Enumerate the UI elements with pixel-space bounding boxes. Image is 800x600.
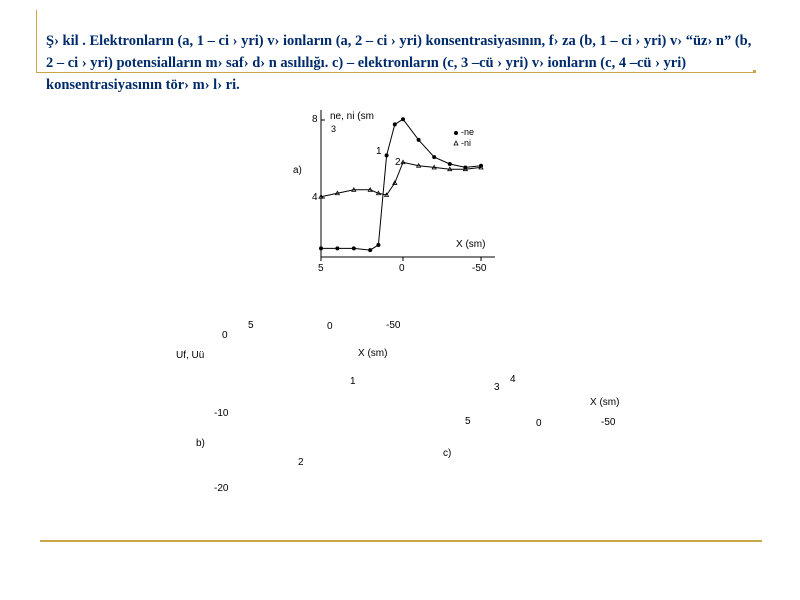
- figure-b-ytick-label-10: -10: [214, 408, 229, 419]
- figure-b-xtick-label-0: 0: [327, 321, 333, 332]
- legend-ne-label: -ne: [461, 127, 475, 137]
- figure-b-xtick-label-5: 5: [248, 320, 254, 331]
- legend-ni-marker: [454, 141, 458, 145]
- figure-b-curve1-label: 1: [350, 376, 356, 387]
- figure-a-series-line-1: [321, 119, 481, 250]
- figure-a-xlabel: X (sm): [456, 239, 486, 250]
- figure-c-panel-label: c): [443, 448, 452, 459]
- figure-c-xtick-label-0: 0: [536, 418, 542, 429]
- figure-c-xtick-label-5: 5: [465, 416, 471, 427]
- figure-a-xtick-label-5: 5: [318, 263, 324, 274]
- figure-a-point-s1-9: [432, 155, 436, 159]
- figure-a-point-s1-8: [417, 138, 421, 142]
- figure-b-ylabel: Uf, Uü: [176, 350, 205, 361]
- figure-a-panel-label: a): [293, 165, 302, 176]
- figure-caption: Ş› kil . Elektronların (a, 1 – ci › yri) v› ionların (a, 2 – ci › yri) konsentrasiyasının, f› za (b, 1 – ci › yri) v› “üz› n” (b, 2 – ci › yri) potensialların m› saf› d› n asılılığı. c) – elektronların (c, 3 –cü › yri) v› ionların (c, 4 –cü › yri) konsentrasiyasının tör› m› l› ri.: [46, 33, 752, 93]
- figure-a-ytick-label-4: 4: [312, 192, 318, 203]
- figure-a-point-s1-2: [352, 246, 356, 250]
- figure-a-ylabel-exp: 3: [331, 124, 337, 134]
- figure-a-point-s1-0: [319, 246, 323, 250]
- figure-a-point-s1-3: [368, 248, 372, 252]
- figure-a-xtick-label-0: 0: [399, 263, 405, 274]
- figure-b-ytick-label-0: 0: [222, 330, 228, 341]
- figure-b-xlabel: X (sm): [358, 348, 388, 359]
- figure-c-curve3-label: 3: [494, 382, 500, 393]
- figure-a-point-s1-6: [393, 122, 397, 126]
- figure-c-xlabel: X (sm): [590, 397, 620, 408]
- figure-a-ytick-label-8: 8: [312, 114, 318, 125]
- figure-c-xtick-label-50: -50: [601, 417, 616, 428]
- figure-a-point-s1-7: [401, 117, 405, 121]
- figure-a-ylabel: ne, ni (sm: [330, 111, 374, 122]
- figure-a-curve2-label: 2: [395, 157, 401, 168]
- figure-c-curve4-label: 4: [510, 374, 516, 385]
- figure-a-point-s1-5: [385, 153, 389, 157]
- figure-b-panel-label: b): [196, 438, 205, 449]
- figure-a-point-s1-1: [335, 246, 339, 250]
- figure-a-xtick-label-50: -50: [472, 263, 487, 274]
- figure-a-point-s1-10: [448, 162, 452, 166]
- figure-b-xtick-label-50: -50: [386, 320, 401, 331]
- figure-a-curve1-label: 1: [376, 146, 382, 157]
- figure-a-point-s1-4: [376, 243, 380, 247]
- figure-a-series-line-2: [321, 162, 481, 196]
- legend-ni-label: -ni: [461, 138, 472, 148]
- figure-b-ytick-label-20: -20: [214, 483, 229, 494]
- legend-ne-marker: [454, 131, 458, 135]
- figure-b-curve2-label: 2: [298, 457, 304, 468]
